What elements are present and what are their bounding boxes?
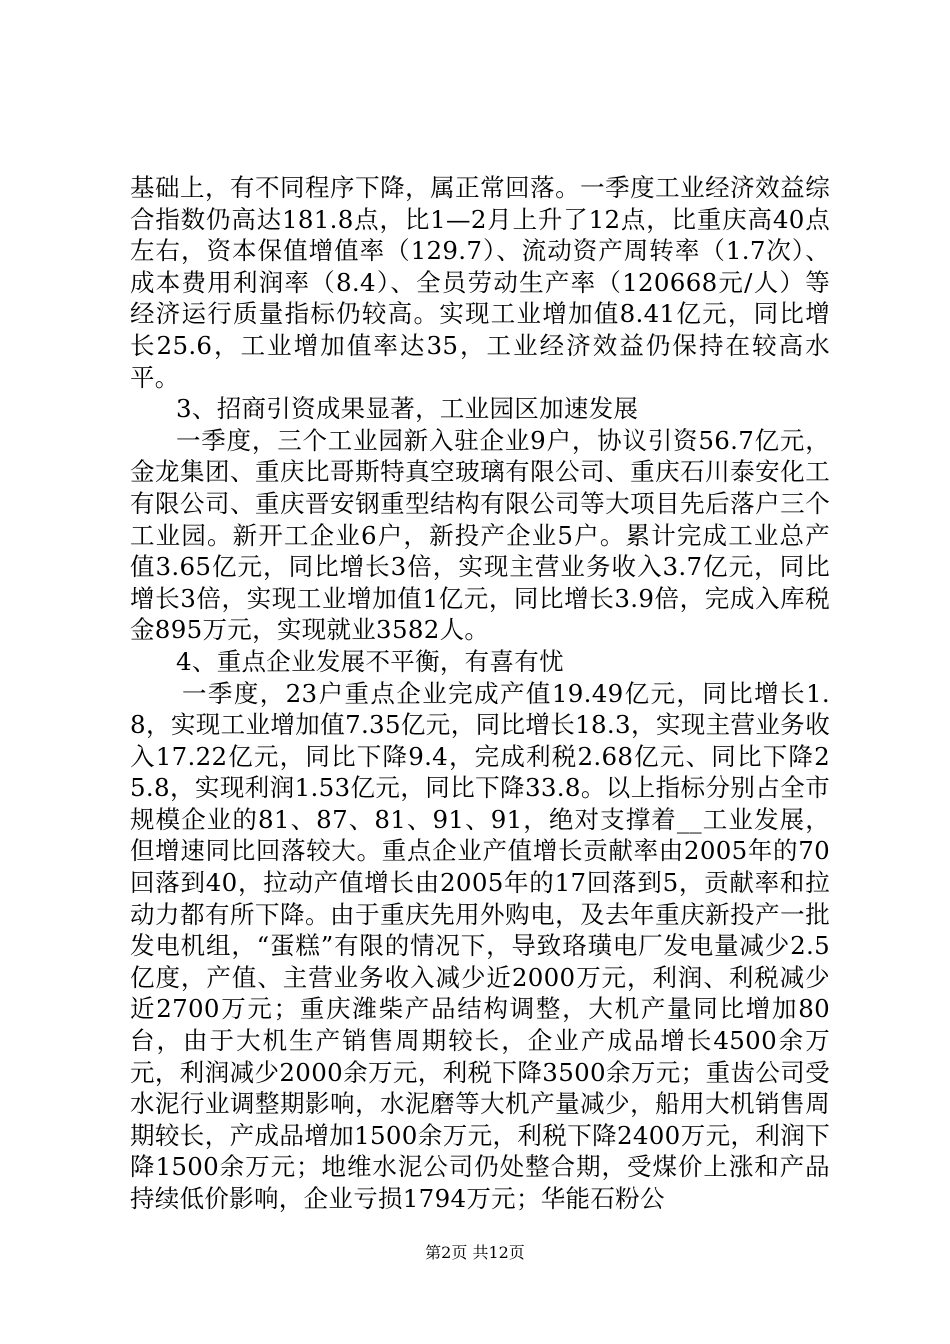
section-heading-investment: 3、招商引资成果显著，工业园区加速发展 [176, 394, 639, 424]
section-heading-key-enterprises: 4、重点企业发展不平衡，有喜有忧 [176, 646, 564, 676]
page-number-footer: 第2页 共12页 [425, 1243, 525, 1262]
paragraph-industrial-parks: 一季度，三个工业园新入驻企业9户，协议引资56.7亿元，金龙集团、重庆比哥斯特真空玻璃有限公司、重庆石川泰安化工有限公司、重庆晋安钢重型结构有限公司等大项目先后落户三个工业园。新开工企业6户，新投产企业5户。累计完成工业总产值3.65亿元，同比增长3倍，实现主营业务收入3.7亿元，同比增长3倍，实现工业增加值1亿元，同比增长3.9倍，完成入库税金895万元，实现就业3582人。 [130, 425, 830, 645]
paragraph-industrial-efficiency: 基础上，有不同程序下降，属正常回落。一季度工业经济效益综合指数仍高达181.8点，比1—2月上升了12点，比重庆高40点左右，资本保值增值率（129.7）、流动资产周转率（1.7次）、成本费用利润率（8.4）、全员劳动生产率（120668元/人）等经济运行质量指标仍较高。实现工业增加值8.41亿元，同比增长25.6，工业增加值率达35，工业经济效益仍保持在较高水平。 [130, 173, 830, 392]
document-body [130, 172, 830, 1215]
paragraph-key-enterprises: 一季度，23户重点企业完成产值19.49亿元，同比增长1.8，实现工业增加值7.35亿元，同比增长18.3，实现主营业务收入17.22亿元，同比下降9.4，完成利税2.68亿元、同比下降25.8，实现利润1.53亿元，同比下降33.8。以上指标分别占全市规模企业的81、87、81、91、91，绝对支撑着__工业发展，但增速同比回落较大。重点企业产值增长贡献率由2005年的70回落到40，拉动产值增长由2005年的17回落到5，贡献率和拉动力都有所下降。由于重庆先用外购电，及去年重庆新投产一批发电机组，“蛋糕”有限的情况下，导致珞璜电厂发电量减少2.5亿度，产值、主营业务收入减少近2000万元，利润、利税减少近2700万元；重庆潍柴产品结构调整，大机产量同比增加80台，由于大机生产销售周期较长，企业产成品增长4500余万元，利润减少2000余万元，利税下降3500余万元；重齿公司受水泥行业调整期影响，水泥磨等大机产量减少，船用大机销售周期较长，产成品增加1500余万元，利税下降2400万元，利润下降1500余万元；地维水泥公司仍处整合期，受煤价上涨和产品持续低价影响，企业亏损1794万元；华能石粉公 [130, 678, 830, 1213]
